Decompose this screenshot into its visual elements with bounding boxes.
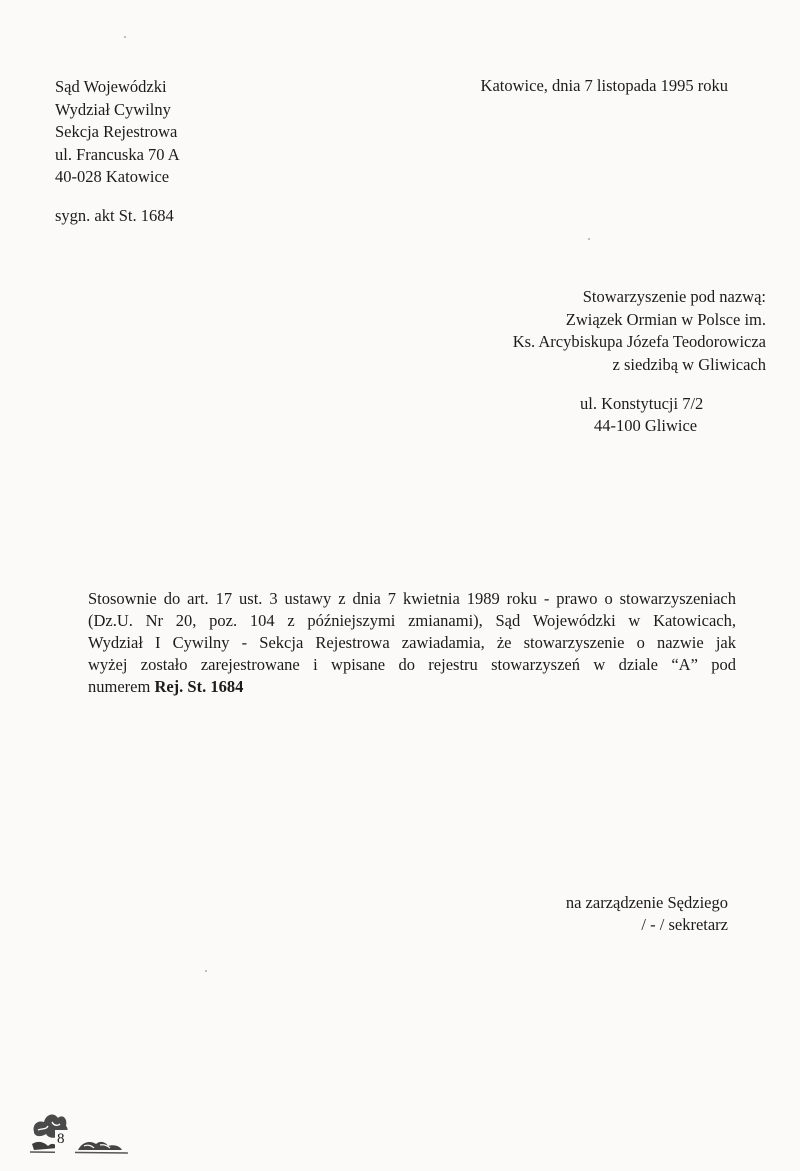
sender-line: 40-028 Katowice <box>55 167 170 186</box>
body-line: Stosownie do art. 17 ust. 3 ustawy z dnia 7 kwietnia 1989 roku - prawo o stowarzyszeniach <box>88 589 736 608</box>
case-reference: sygn. akt St. 1684 <box>55 206 174 225</box>
body-line: wyżej zostało zarejestrowane i wpisane do rejestru stowarzyszeń w dziale “A” pod <box>88 655 736 674</box>
page-number: 8 <box>57 1131 65 1147</box>
sender-line: ul. Francuska 70 A <box>55 144 180 164</box>
decorative-vignette-icon <box>28 1100 138 1165</box>
body-line-last <box>88 676 736 698</box>
recipient-line: z siedzibą w Gliwicach <box>612 354 766 374</box>
registration-number: Rej. St. 1684 <box>154 677 244 696</box>
scan-speck <box>205 970 207 972</box>
date-line: Katowice, dnia 7 listopada 1995 roku <box>480 76 728 95</box>
recipient-line: Ks. Arcybiskupa Józefa Teodorowicza <box>512 332 766 351</box>
recipient-address <box>580 393 703 437</box>
sender-line: Sekcja Rejestrowa <box>55 122 178 141</box>
signature-line: na zarządzenie Sędziego <box>565 893 728 912</box>
recipient-street: ul. Konstytucji 7/2 <box>580 394 704 413</box>
sender-line: Wydział Cywilny <box>55 99 171 119</box>
sender-block <box>55 76 180 189</box>
body-line: Wydział I Cywilny - Sekcja Rejestrowa zawiadamia, że stowarzyszenie o nazwie jak <box>88 633 736 652</box>
sender-line: Sąd Wojewódzki <box>55 77 167 96</box>
scan-speck <box>124 36 126 38</box>
recipient-line: Stowarzyszenie pod nazwą: <box>582 287 766 306</box>
recipient-block <box>513 286 766 376</box>
scan-speck <box>588 238 590 240</box>
body-line: (Dz.U. Nr 20, poz. 104 z późniejszymi zmianami), Sąd Wojewódzki w Katowicach, <box>88 611 736 630</box>
notification-body <box>88 588 736 698</box>
signature-block <box>566 892 728 936</box>
recipient-city: 44-100 Gliwice <box>594 416 698 435</box>
body-line-prefix: numerem <box>88 677 155 696</box>
signature-role: / - / sekretarz <box>641 915 728 934</box>
recipient-line: Związek Ormian w Polsce im. <box>565 309 766 329</box>
